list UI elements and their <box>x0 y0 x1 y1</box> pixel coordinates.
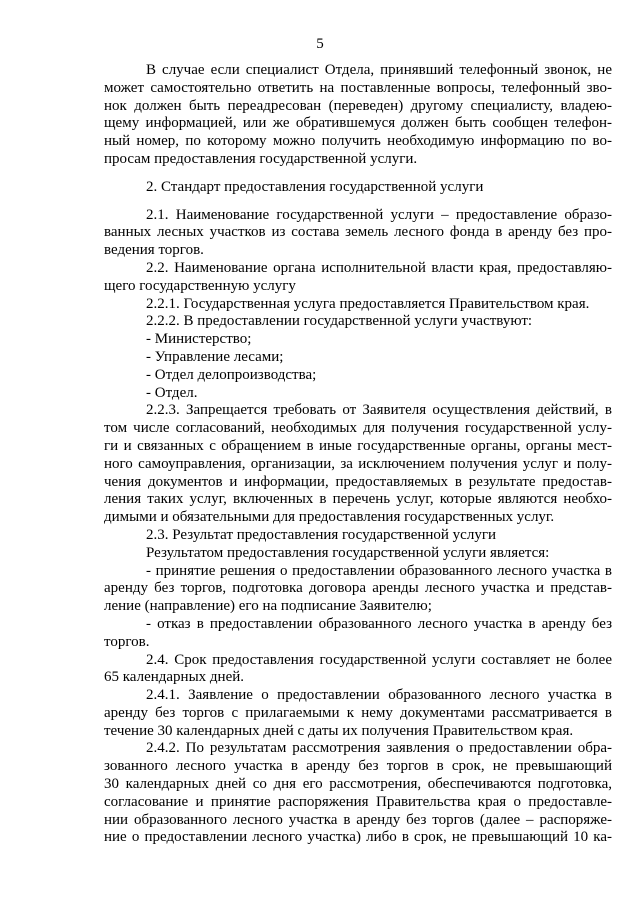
text-line: - принятие решения о предоставлении образованного лесного участка в <box>146 562 612 579</box>
text-line: - Отдел. <box>146 384 198 401</box>
text-line: течение 30 календарных дней с даты их получения Правительством края. <box>104 722 574 739</box>
text-line: аренду без торгов с прилагаемыми к нему документами рассматривается в <box>104 704 612 721</box>
text-line: 2.2.3. Запрещается требовать от Заявителя осуществления действий, в <box>146 402 612 419</box>
text-line: 2. Стандарт предоставления государственной услуги <box>146 178 484 195</box>
document-body <box>104 62 612 847</box>
text-line: Результатом предоставления государственной услуги является: <box>146 544 550 561</box>
text-line: согласование и принятие распоряжения Правительства края о предоставле- <box>104 793 612 810</box>
text-line: 65 календарных дней. <box>104 669 245 686</box>
text-line: димыми и обязательными для предоставления государственных услуг. <box>104 509 555 526</box>
text-line: нии образованного лесного участка в аренду без торгов (далее – распоряже- <box>104 811 612 828</box>
text-line: том числе согласований, необходимых для получения государственной услу- <box>104 420 612 437</box>
text-line: 2.3. Результат предоставления государственной услуги <box>146 526 497 543</box>
text-line: - Управление лесами; <box>146 348 284 365</box>
text-line: чения документов и информации, предоставляемых в результате предостав- <box>104 473 612 490</box>
text-line: 2.2.2. В предоставлении государственной услуги участвуют: <box>146 313 533 330</box>
text-line: - отказ в предоставлении образованного лесного участка в аренду без <box>146 615 612 632</box>
text-line: - Министерство; <box>146 331 252 348</box>
text-line: 2.4.2. По результатам рассмотрения заявления о предоставлении обра- <box>146 740 612 757</box>
text-line: ние о предоставлении лесного участка) либо в срок, не превышающий 10 ка- <box>104 829 612 846</box>
paragraph-gap <box>104 197 612 207</box>
text-line: аренду без торгов, подготовка договора аренды лесного участка и представ- <box>104 580 612 597</box>
text-line: 2.2. Наименование органа исполнительной власти края, предоставляю- <box>146 259 612 276</box>
text-line: ление (направление) его на подписание Заявителю; <box>104 598 432 615</box>
text-line: 2.4.1. Заявление о предоставлении образованного лесного участка в <box>146 687 612 704</box>
text-line: ления таких услуг, включенных в перечень услуг, которые являются необхо- <box>104 491 612 508</box>
text-line: щего государственную услугу <box>104 277 296 294</box>
text-line: ги и связанных с обращением в иные государственные органы, органы мест- <box>104 437 612 454</box>
paragraph-gap <box>104 169 612 179</box>
text-line: нок должен быть переадресован (переведен) другому специалисту, владею- <box>104 97 612 114</box>
text-line: 30 календарных дней со дня его рассмотрения, обеспечиваются подготовка, <box>104 776 612 793</box>
text-line: просам предоставления государственной услуги. <box>104 150 418 167</box>
text-line: 2.1. Наименование государственной услуги – предоставление образо- <box>146 206 612 223</box>
text-line: может самостоятельно ответить на поставленные вопросы, телефонный зво- <box>104 79 612 96</box>
text-line: ный номер, по которому можно получить необходимую информацию по во- <box>104 133 612 150</box>
page-number: 5 <box>316 36 324 52</box>
text-line: торгов. <box>104 633 150 650</box>
text-line: 2.2.1. Государственная услуга предоставляется Правительством края. <box>146 295 590 312</box>
text-line: ванных лесных участков из состава земель лесного фонда в аренду без про- <box>104 224 612 241</box>
text-line: щему информацией, или же обратившемуся должен быть сообщен телефон- <box>104 115 612 132</box>
text-line: ведения торгов. <box>104 242 204 259</box>
text-line: ного самоуправления, организации, за исключением получения услуг и полу- <box>104 455 612 472</box>
text-line: В случае если специалист Отдела, принявший телефонный звонок, не <box>146 62 612 78</box>
text-line: - Отдел делопроизводства; <box>146 366 317 383</box>
text-line: зованного лесного участка в аренду без торгов в срок, не превышающий <box>104 758 612 775</box>
text-line: 2.4. Срок предоставления государственной услуги составляет не более <box>146 651 612 668</box>
